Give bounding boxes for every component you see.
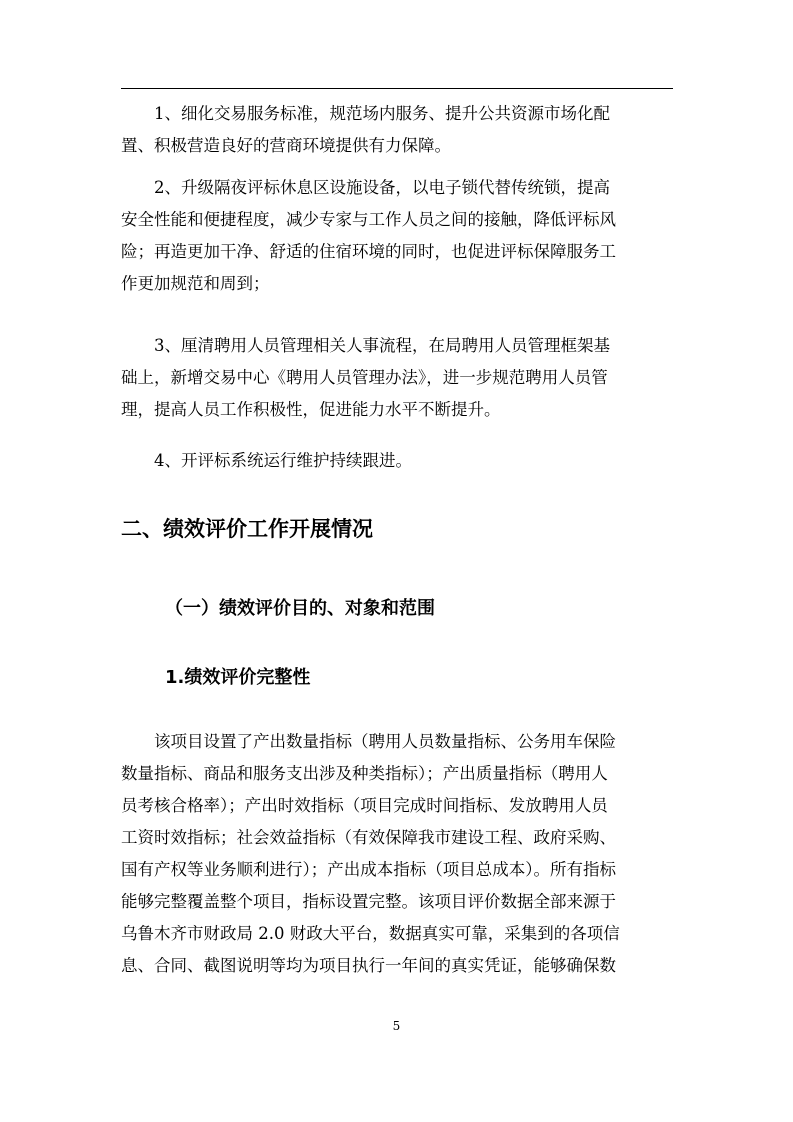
list-item-1: 1、细化交易服务标准，规范场内服务、提升公共资源市场化配 置、积极营造良好的营商环境提供有力保障。: [121, 104, 610, 155]
list-item-3: 3、厘清聘用人员管理相关人事流程，在局聘用人员管理框架基 础上，新增交易中心《聘用人员管理办法》，进一步规范聘用人员管 理，提高人员工作积极性，促进能力水平不断提升。: [121, 336, 610, 419]
header-rule: [121, 88, 673, 89]
list-item-2: 2、升级隔夜评标休息区设施设备，以电子锁代替传统锁，提高 安全性能和便捷程度，减少专家与工作人员之间的接触，降低评标风 险；再造更加干净、舒适的住宿环境的同时，也促进评标保障服务工 作更加规范和周到；: [121, 178, 616, 293]
list-item-4: 4、开评标系统运行维护持续跟进。: [121, 451, 412, 470]
page-number: 5: [392, 1019, 401, 1033]
subsection-heading: （一）绩效评价目的、对象和范围: [165, 598, 435, 619]
section-heading: 二、绩效评价工作开展情况: [121, 517, 373, 541]
body-paragraph: 该项目设置了产出数量指标（聘用人员数量指标、公务用车保险 数量指标、商品和服务支出涉及种类指标）；产出质量指标（聘用人 员考核合格率）；产出时效指标（项目完成时间指标、发放聘用人员 工资时效指标；社会效益指标（有效保障我市建设工程、政府采购、 国有产权等业务顺利进行）；产出成本指标（项目总成本）。所有指标 能够完整覆盖整个项目，指标设置完整。该项目评价数据全部来源于 乌鲁木齐市财政局 2.0 财政大平台，数据真实可靠，采集到的各项信 息、合同、截图说明等均为项目执行一年间的真实凭证，能够确保数: [121, 732, 620, 975]
subsubsection-heading: 1.绩效评价完整性: [165, 667, 311, 688]
